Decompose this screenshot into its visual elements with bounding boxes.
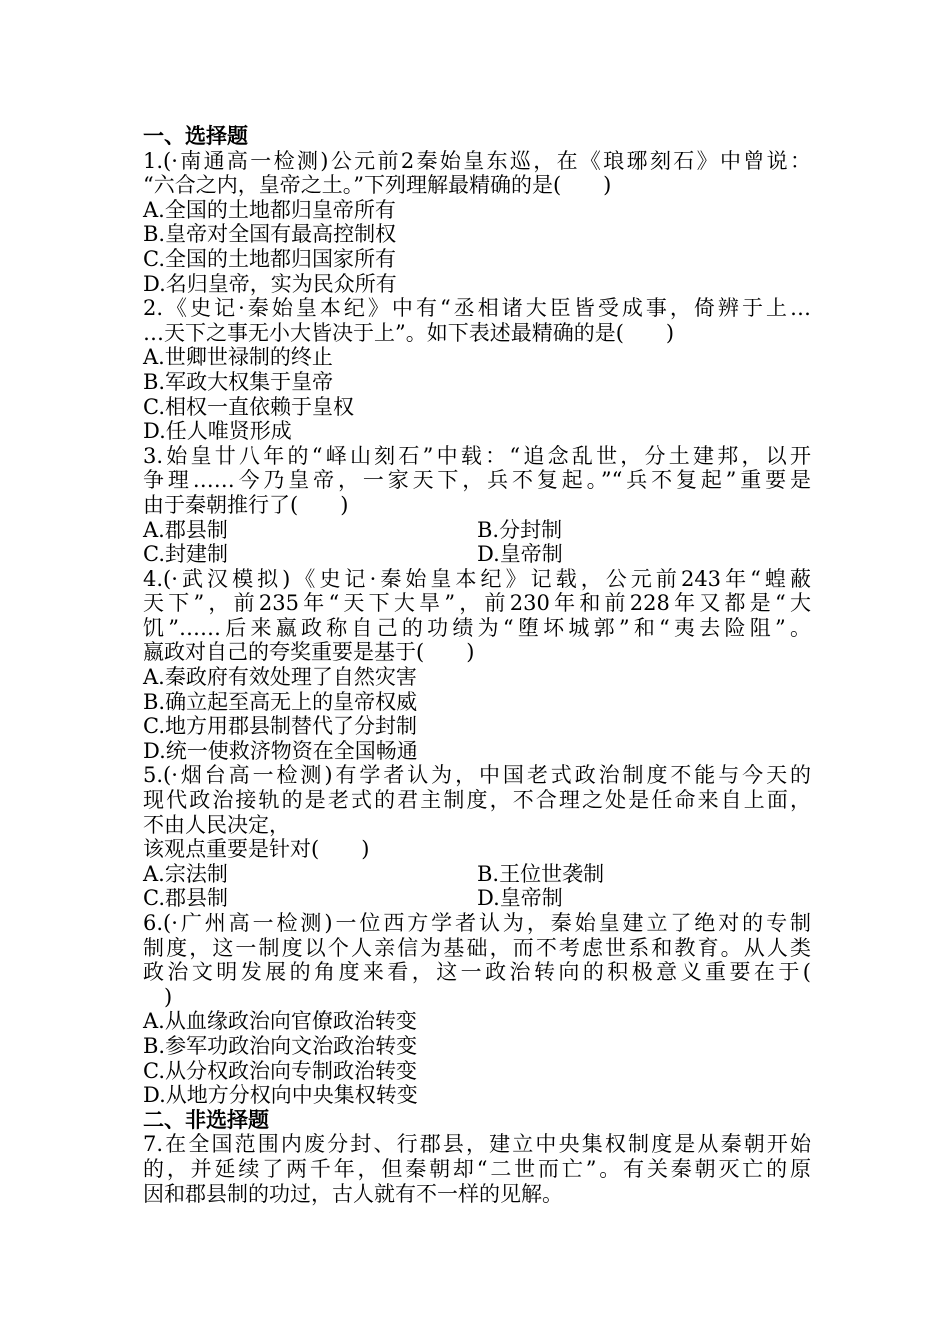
option-c: C.郡县制 bbox=[143, 886, 228, 911]
question-text-line: …天下之事无小大皆决于上”。如下表述最精确的是( ) bbox=[143, 320, 675, 345]
question-text-line: 6.(·广州高一检测)一位西方学者认为，秦始皇建立了绝对的专制 bbox=[143, 911, 811, 935]
question-text-line: 不由人民决定， bbox=[143, 812, 290, 837]
question-text-line: 由于秦朝推行了( ) bbox=[143, 492, 349, 517]
question-text-line: 争理……今乃皇帝，一家天下，兵不复起。”“兵不复起”重要是 bbox=[143, 468, 811, 493]
option-d: D.皇帝制 bbox=[477, 542, 563, 567]
question-text-line: 因和郡县制的功过，古人就有不一样的见解。 bbox=[143, 1181, 563, 1206]
question-text-line: 政治文明发展的角度来看，这一政治转向的积极意义重要在于( bbox=[143, 960, 811, 985]
option-b: B.皇帝对全国有最高控制权 bbox=[143, 222, 397, 247]
question-3 bbox=[143, 444, 811, 567]
question-4 bbox=[143, 567, 811, 764]
question-text-line: 1.(·南通高一检测)公元前2秦始皇东巡，在《琅琊刻石》中曾说： bbox=[143, 148, 811, 173]
option-b: B.王位世袭制 bbox=[477, 861, 605, 886]
option-d: D.从地方分权向中央集权转变 bbox=[143, 1083, 418, 1108]
question-2 bbox=[143, 296, 811, 444]
option-a: A.从血缘政治向官僚政治转变 bbox=[143, 1009, 417, 1034]
option-d: D.任人唯贤形成 bbox=[143, 419, 292, 444]
option-a: A.郡县制 bbox=[143, 517, 228, 542]
question-5 bbox=[143, 763, 811, 911]
option-c: C.相权一直依赖于皇权 bbox=[143, 394, 354, 419]
question-text-line: 该观点重要是针对( ) bbox=[143, 837, 370, 862]
option-row bbox=[143, 518, 811, 543]
option-b: B.参军功政治向文治政治转变 bbox=[143, 1033, 418, 1058]
question-6 bbox=[143, 911, 811, 1108]
question-text-line: 的，并延续了两千年，但秦朝却“二世而亡”。有关秦朝灭亡的原 bbox=[143, 1156, 811, 1181]
option-row bbox=[143, 886, 811, 911]
option-c: C.从分权政治向专制政治转变 bbox=[143, 1058, 417, 1083]
question-text-line: 2.《史记·秦始皇本纪》中有“丞相诸大臣皆受成事，倚辨于上… bbox=[143, 296, 811, 321]
option-a: A.全国的土地都归皇帝所有 bbox=[143, 197, 396, 222]
option-d: D.统一使救济物资在全国畅通 bbox=[143, 738, 418, 763]
option-c: C.封建制 bbox=[143, 542, 228, 567]
question-text-line: 3.始皇廿八年的“峄山刻石”中载：“追念乱世，分土建邦，以开 bbox=[143, 443, 811, 468]
question-text-line: 7.在全国范围内废分封、行郡县，建立中央集权制度是从秦朝开始 bbox=[143, 1132, 811, 1157]
question-text-line: 制度，这一制度以个人亲信为基础，而不考虑世系和教育。从人类 bbox=[143, 935, 811, 960]
option-row bbox=[143, 542, 811, 567]
question-text-line: 5.(·烟台高一检测)有学者认为，中国老式政治制度不能与今天的 bbox=[143, 763, 811, 788]
question-text-line: “六合之内，皇帝之土。”下列理解最精确的是( ) bbox=[143, 173, 612, 198]
option-b: B.分封制 bbox=[477, 517, 563, 542]
question-text-line: 饥”……后来嬴政称自己的功绩为“堕坏城郭”和“夷去险阻”。 bbox=[143, 615, 811, 640]
question-text-line: 4.(·武汉模拟)《史记·秦始皇本纪》记载，公元前243年“蝗蔽 bbox=[143, 566, 811, 591]
option-d: D.名归皇帝，实为民众所有 bbox=[143, 271, 397, 296]
document-page bbox=[143, 124, 811, 1206]
option-row bbox=[143, 862, 811, 887]
option-c: C.地方用郡县制替代了分封制 bbox=[143, 714, 417, 739]
option-c: C.全国的土地都归国家所有 bbox=[143, 246, 396, 271]
option-b: B.确立起至高无上的皇帝权威 bbox=[143, 689, 418, 714]
question-text-line: 嬴政对自己的夸奖重要是基于( ) bbox=[143, 640, 475, 665]
option-a: A.宗法制 bbox=[143, 861, 228, 886]
option-a: A.秦政府有效处理了自然灾害 bbox=[143, 665, 417, 690]
question-1 bbox=[143, 149, 811, 297]
section-title-choice: 一、选择题 bbox=[143, 124, 248, 148]
option-a: A.世卿世禄制的终止 bbox=[143, 345, 333, 370]
question-text-line: 现代政治接轨的是老式的君主制度，不合理之处是任命来自上面， bbox=[143, 788, 811, 813]
option-b: B.军政大权集于皇帝 bbox=[143, 369, 334, 394]
question-text-line: ) bbox=[143, 984, 173, 1009]
question-7 bbox=[143, 1132, 811, 1206]
section-title-nonchoice: 二、非选择题 bbox=[143, 1107, 269, 1132]
question-text-line: 天下”，前235年“天下大旱”，前230年和前228年又都是“大 bbox=[143, 591, 811, 616]
option-d: D.皇帝制 bbox=[477, 886, 563, 911]
